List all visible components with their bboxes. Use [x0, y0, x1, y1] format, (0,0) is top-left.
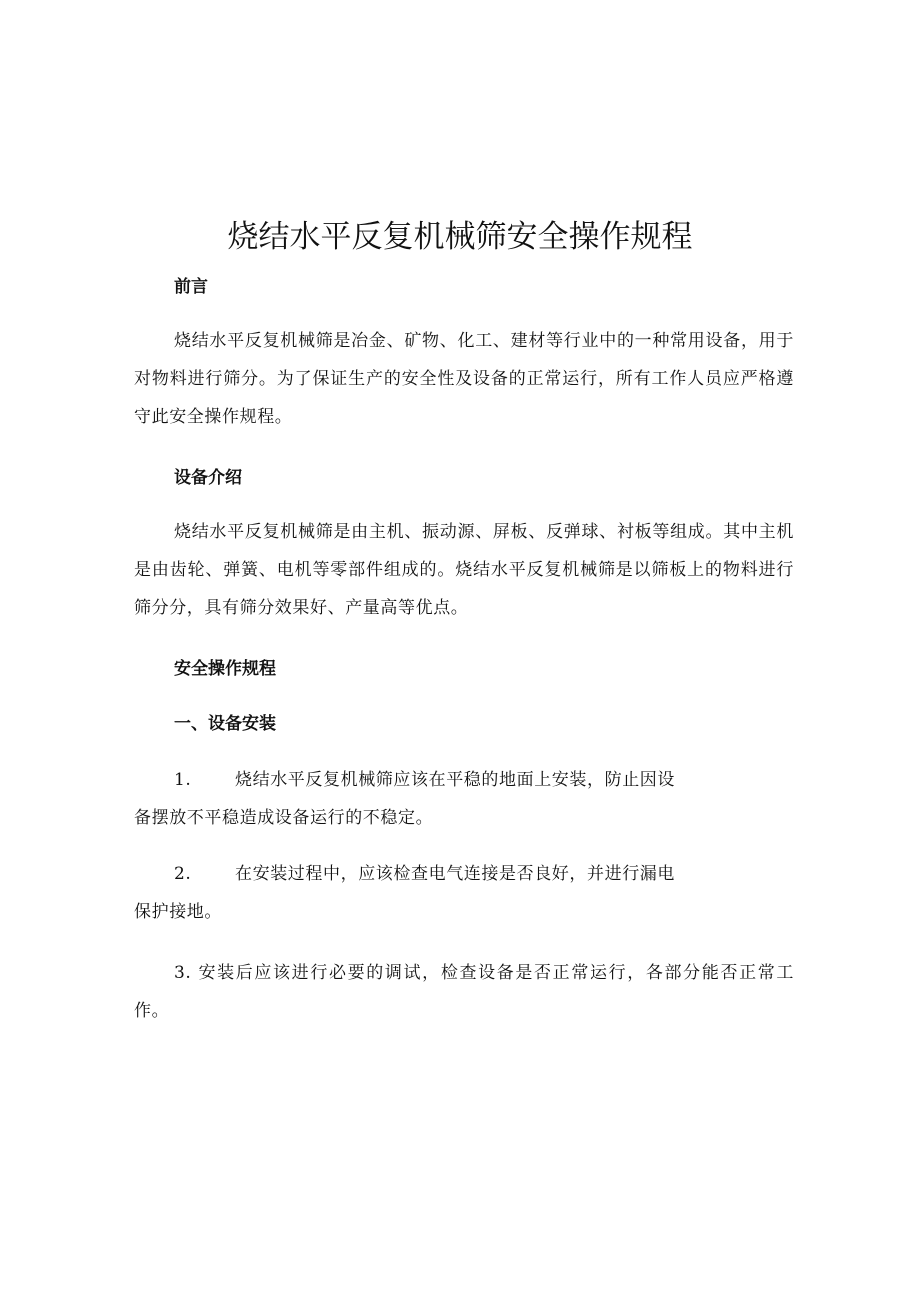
document-title: 烧结水平反复机械筛安全操作规程 — [227, 219, 693, 255]
install-item-1-number: 1. — [174, 770, 192, 790]
install-item-3-text: 安装后应该进行必要的调试，检查设备是否正常运行，各部分能否正常工作。 — [134, 963, 794, 1021]
install-item-3 — [134, 954, 794, 1030]
intro-heading: 设备介绍 — [174, 468, 242, 488]
preface-heading: 前言 — [174, 277, 208, 297]
intro-paragraph: 烧结水平反复机械筛是由主机、振动源、屏板、反弹球、衬板等组成。其中主机是由齿轮、弹簧、电机等零部件组成的。烧结水平反复机械筛是以筛板上的物料进行筛分分，具有筛分效果好、产量高等优点。 — [134, 522, 794, 618]
install-item-1-line1: 烧结水平反复机械筛应该在平稳的地面上安装，防止因设 — [235, 770, 675, 790]
preface-paragraph: 烧结水平反复机械筛是冶金、矿物、化工、建材等行业中的一种常用设备，用于对物料进行筛分。为了保证生产的安全性及设备的正常运行，所有工作人员应严格遵守此安全操作规程。 — [134, 331, 794, 427]
install-item-1-line2: 备摆放不平稳造成设备运行的不稳定。 — [134, 808, 434, 828]
install-item-2 — [134, 855, 794, 931]
install-item-2-line2: 保护接地。 — [134, 902, 222, 922]
install-heading: 一、设备安装 — [174, 714, 276, 734]
install-item-3-number: 3. — [174, 963, 192, 983]
install-item-1 — [134, 761, 794, 837]
install-item-2-line1: 在安装过程中，应该检查电气连接是否良好，并进行漏电 — [235, 864, 675, 884]
rules-heading: 安全操作规程 — [174, 659, 276, 679]
install-item-2-number: 2. — [174, 864, 192, 884]
